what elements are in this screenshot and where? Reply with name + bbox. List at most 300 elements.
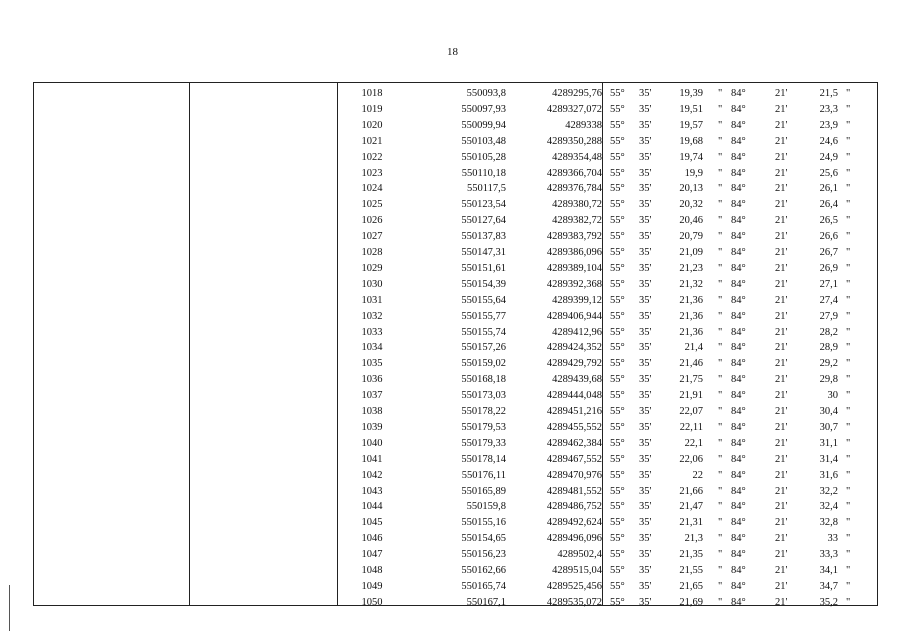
longitude-seconds: 31,1	[819, 437, 838, 449]
longitude-minutes: 21'	[775, 549, 788, 561]
longitude-degrees: 84°	[731, 199, 746, 211]
latitude-seconds-mark: "	[718, 167, 723, 179]
point-number: 1021	[361, 135, 383, 147]
point-number: 1047	[361, 549, 383, 561]
latitude-seconds: 21,65	[679, 580, 703, 592]
latitude-degrees: 55°	[610, 533, 625, 545]
y-coordinate: 4289462,384	[546, 437, 602, 449]
longitude-seconds-mark: "	[846, 596, 851, 608]
x-coordinate: 550159,8	[466, 501, 506, 513]
longitude-minutes: 21'	[775, 437, 788, 449]
x-coordinate: 550105,28	[461, 151, 506, 163]
y-coordinate: 4289470,976	[546, 469, 602, 481]
point-number: 1027	[361, 231, 383, 243]
x-coordinate: 550159,02	[461, 358, 506, 370]
longitude-degrees: 84°	[731, 151, 746, 163]
longitude-minutes: 21'	[775, 310, 788, 322]
longitude-minutes: 21'	[775, 294, 788, 306]
x-coordinate: 550110,18	[461, 167, 506, 179]
y-coordinate: 4289412,96	[552, 326, 602, 338]
latitude-seconds: 19,57	[679, 119, 703, 131]
longitude-degrees: 84°	[731, 517, 746, 529]
x-coordinate: 550167,1	[466, 596, 506, 608]
latitude-degrees: 55°	[610, 103, 625, 115]
latitude-seconds: 22,07	[679, 406, 703, 417]
table-row	[34, 325, 877, 341]
latitude-minutes: 35'	[639, 469, 652, 481]
latitude-minutes: 35'	[639, 215, 652, 227]
y-coordinate: 4289389,104	[546, 262, 602, 274]
longitude-degrees: 84°	[731, 533, 746, 545]
y-coordinate: 4289382,72	[552, 215, 602, 227]
latitude-seconds-mark: "	[718, 199, 723, 211]
longitude-seconds-mark: "	[846, 326, 851, 338]
longitude-minutes: 21'	[775, 406, 788, 417]
latitude-minutes: 35'	[639, 580, 652, 592]
latitude-degrees: 55°	[610, 437, 625, 449]
longitude-degrees: 84°	[731, 326, 746, 338]
longitude-seconds: 32,4	[819, 501, 838, 513]
latitude-minutes: 35'	[639, 596, 652, 608]
longitude-seconds-mark: "	[846, 580, 851, 592]
longitude-degrees: 84°	[731, 167, 746, 179]
table-row	[34, 150, 877, 166]
latitude-seconds-mark: "	[718, 342, 723, 354]
latitude-degrees: 55°	[610, 390, 625, 402]
latitude-seconds: 19,39	[679, 88, 703, 99]
longitude-degrees: 84°	[731, 501, 746, 513]
longitude-seconds: 26,9	[819, 262, 838, 274]
latitude-degrees: 55°	[610, 247, 625, 258]
latitude-minutes: 35'	[639, 374, 652, 386]
y-coordinate: 4289380,72	[552, 199, 602, 211]
longitude-seconds: 33,3	[819, 549, 838, 561]
y-coordinate: 4289376,784	[546, 183, 602, 195]
latitude-minutes: 35'	[639, 485, 652, 497]
point-number: 1023	[361, 167, 383, 179]
table-row	[34, 499, 877, 515]
point-number: 1019	[361, 103, 383, 115]
table-row	[34, 420, 877, 436]
latitude-minutes: 35'	[639, 199, 652, 211]
latitude-seconds-mark: "	[718, 374, 723, 386]
latitude-seconds-mark: "	[718, 406, 723, 417]
y-coordinate: 4289451,216	[546, 406, 602, 417]
longitude-seconds-mark: "	[846, 533, 851, 545]
x-coordinate: 550168,18	[461, 374, 506, 386]
longitude-seconds-mark: "	[846, 421, 851, 433]
latitude-seconds-mark: "	[718, 390, 723, 402]
longitude-degrees: 84°	[731, 278, 746, 290]
longitude-seconds: 26,7	[819, 247, 838, 258]
table-row	[34, 166, 877, 182]
longitude-minutes: 21'	[775, 421, 788, 433]
y-coordinate: 4289338	[565, 119, 602, 131]
y-coordinate: 4289455,552	[546, 421, 602, 433]
latitude-seconds-mark: "	[718, 358, 723, 370]
latitude-minutes: 35'	[639, 326, 652, 338]
latitude-degrees: 55°	[610, 342, 625, 354]
table-row	[34, 531, 877, 547]
latitude-seconds: 21,66	[679, 485, 703, 497]
table-row	[34, 356, 877, 372]
longitude-minutes: 21'	[775, 183, 788, 195]
latitude-seconds-mark: "	[718, 549, 723, 561]
latitude-seconds-mark: "	[718, 453, 723, 465]
latitude-seconds-mark: "	[718, 215, 723, 227]
latitude-seconds-mark: "	[718, 469, 723, 481]
latitude-minutes: 35'	[639, 533, 652, 545]
longitude-seconds-mark: "	[846, 103, 851, 115]
latitude-degrees: 55°	[610, 310, 625, 322]
point-number: 1048	[361, 565, 383, 576]
longitude-seconds: 32,8	[819, 517, 838, 529]
latitude-minutes: 35'	[639, 183, 652, 195]
x-coordinate: 550165,89	[461, 485, 506, 497]
point-number: 1049	[361, 580, 383, 592]
longitude-minutes: 21'	[775, 517, 788, 529]
longitude-degrees: 84°	[731, 390, 746, 402]
latitude-degrees: 55°	[610, 151, 625, 163]
latitude-seconds: 22,11	[679, 421, 703, 433]
longitude-degrees: 84°	[731, 215, 746, 227]
latitude-degrees: 55°	[610, 596, 625, 608]
table-row	[34, 515, 877, 531]
point-number: 1030	[361, 278, 383, 290]
latitude-seconds-mark: "	[718, 326, 723, 338]
latitude-seconds: 21,32	[679, 278, 703, 290]
table-row	[34, 468, 877, 484]
longitude-seconds: 25,6	[819, 167, 838, 179]
latitude-seconds: 19,68	[679, 135, 703, 147]
longitude-seconds: 32,2	[819, 485, 838, 497]
latitude-degrees: 55°	[610, 453, 625, 465]
latitude-degrees: 55°	[610, 278, 625, 290]
x-coordinate: 550123,54	[461, 199, 506, 211]
longitude-seconds: 28,9	[819, 342, 838, 354]
longitude-degrees: 84°	[731, 119, 746, 131]
latitude-minutes: 35'	[639, 501, 652, 513]
longitude-seconds-mark: "	[846, 549, 851, 561]
y-coordinate: 4289354,48	[552, 151, 602, 163]
x-coordinate: 550162,66	[461, 565, 506, 576]
latitude-seconds: 19,9	[684, 167, 703, 179]
longitude-seconds: 35,2	[819, 596, 838, 608]
x-coordinate: 550165,74	[461, 580, 506, 592]
y-coordinate: 4289492,624	[546, 517, 602, 529]
longitude-seconds: 26,1	[819, 183, 838, 195]
latitude-seconds: 21,69	[679, 596, 703, 608]
x-coordinate: 550151,61	[461, 262, 506, 274]
latitude-seconds: 21,91	[679, 390, 703, 402]
latitude-seconds-mark: "	[718, 151, 723, 163]
x-coordinate: 550154,65	[461, 533, 506, 545]
point-number: 1040	[361, 437, 383, 449]
latitude-degrees: 55°	[610, 421, 625, 433]
longitude-degrees: 84°	[731, 247, 746, 258]
table-row	[34, 309, 877, 325]
point-number: 1041	[361, 453, 383, 465]
latitude-degrees: 55°	[610, 88, 625, 99]
table-row	[34, 340, 877, 356]
y-coordinate: 4289399,12	[552, 294, 602, 306]
table-row	[34, 102, 877, 118]
x-coordinate: 550179,33	[461, 437, 506, 449]
longitude-seconds-mark: "	[846, 135, 851, 147]
x-coordinate: 550156,23	[461, 549, 506, 561]
longitude-seconds-mark: "	[846, 342, 851, 354]
longitude-seconds-mark: "	[846, 119, 851, 131]
table-row	[34, 181, 877, 197]
table-row	[34, 547, 877, 563]
latitude-minutes: 35'	[639, 151, 652, 163]
longitude-minutes: 21'	[775, 231, 788, 243]
latitude-minutes: 35'	[639, 358, 652, 370]
longitude-degrees: 84°	[731, 421, 746, 433]
point-number: 1032	[361, 310, 383, 322]
longitude-seconds: 23,3	[819, 103, 838, 115]
latitude-seconds: 21,35	[679, 549, 703, 561]
longitude-seconds-mark: "	[846, 469, 851, 481]
latitude-degrees: 55°	[610, 501, 625, 513]
table-row	[34, 277, 877, 293]
latitude-seconds: 21,36	[679, 326, 703, 338]
latitude-seconds: 21,47	[679, 501, 703, 513]
latitude-degrees: 55°	[610, 294, 625, 306]
longitude-seconds: 31,6	[819, 469, 838, 481]
longitude-seconds: 21,5	[819, 88, 838, 99]
x-coordinate: 550178,14	[461, 453, 506, 465]
longitude-degrees: 84°	[731, 485, 746, 497]
longitude-degrees: 84°	[731, 469, 746, 481]
x-coordinate: 550093,8	[466, 88, 506, 99]
latitude-seconds-mark: "	[718, 517, 723, 529]
longitude-seconds: 29,2	[819, 358, 838, 370]
x-coordinate: 550103,48	[461, 135, 506, 147]
latitude-seconds: 22,06	[679, 453, 703, 465]
latitude-seconds-mark: "	[718, 231, 723, 243]
y-coordinate: 4289486,752	[546, 501, 602, 513]
latitude-minutes: 35'	[639, 294, 652, 306]
y-coordinate: 4289424,352	[546, 342, 602, 354]
longitude-seconds: 23,9	[819, 119, 838, 131]
latitude-degrees: 55°	[610, 517, 625, 529]
table-row	[34, 261, 877, 277]
point-number: 1031	[361, 294, 383, 306]
x-coordinate: 550157,26	[461, 342, 506, 354]
latitude-degrees: 55°	[610, 485, 625, 497]
y-coordinate: 4289386,096	[546, 247, 602, 258]
longitude-degrees: 84°	[731, 342, 746, 354]
margin-mark	[9, 585, 10, 631]
latitude-minutes: 35'	[639, 421, 652, 433]
longitude-seconds: 33	[827, 533, 838, 545]
y-coordinate: 4289496,096	[546, 533, 602, 545]
longitude-seconds-mark: "	[846, 262, 851, 274]
longitude-seconds-mark: "	[846, 247, 851, 258]
latitude-degrees: 55°	[610, 374, 625, 386]
longitude-degrees: 84°	[731, 310, 746, 322]
longitude-seconds-mark: "	[846, 485, 851, 497]
point-number: 1022	[361, 151, 383, 163]
longitude-seconds: 34,1	[819, 565, 838, 576]
latitude-seconds: 20,32	[679, 199, 703, 211]
latitude-degrees: 55°	[610, 262, 625, 274]
table-row	[34, 86, 877, 102]
longitude-minutes: 21'	[775, 374, 788, 386]
latitude-seconds: 20,79	[679, 231, 703, 243]
latitude-minutes: 35'	[639, 437, 652, 449]
longitude-minutes: 21'	[775, 167, 788, 179]
y-coordinate: 4289406,944	[546, 310, 602, 322]
longitude-seconds-mark: "	[846, 167, 851, 179]
latitude-minutes: 35'	[639, 310, 652, 322]
x-coordinate: 550127,64	[461, 215, 506, 227]
longitude-degrees: 84°	[731, 406, 746, 417]
point-number: 1039	[361, 421, 383, 433]
table-row	[34, 404, 877, 420]
longitude-seconds: 31,4	[819, 453, 838, 465]
latitude-seconds-mark: "	[718, 135, 723, 147]
latitude-seconds: 21,55	[679, 565, 703, 576]
longitude-degrees: 84°	[731, 549, 746, 561]
latitude-minutes: 35'	[639, 517, 652, 529]
longitude-degrees: 84°	[731, 294, 746, 306]
longitude-seconds: 26,5	[819, 215, 838, 227]
latitude-seconds-mark: "	[718, 533, 723, 545]
longitude-degrees: 84°	[731, 88, 746, 99]
point-number: 1033	[361, 326, 383, 338]
longitude-degrees: 84°	[731, 183, 746, 195]
longitude-minutes: 21'	[775, 119, 788, 131]
longitude-seconds-mark: "	[846, 294, 851, 306]
point-number: 1018	[361, 88, 383, 99]
longitude-minutes: 21'	[775, 469, 788, 481]
point-number: 1037	[361, 390, 383, 402]
point-number: 1036	[361, 374, 383, 386]
x-coordinate: 550155,74	[461, 326, 506, 338]
latitude-minutes: 35'	[639, 119, 652, 131]
latitude-degrees: 55°	[610, 199, 625, 211]
longitude-seconds-mark: "	[846, 231, 851, 243]
longitude-minutes: 21'	[775, 262, 788, 274]
point-number: 1028	[361, 247, 383, 258]
longitude-seconds-mark: "	[846, 358, 851, 370]
table-row	[34, 372, 877, 388]
longitude-seconds: 30,7	[819, 421, 838, 433]
longitude-seconds: 27,4	[819, 294, 838, 306]
point-number: 1024	[361, 183, 383, 195]
point-number: 1038	[361, 406, 383, 417]
latitude-degrees: 55°	[610, 358, 625, 370]
point-number: 1025	[361, 199, 383, 211]
latitude-seconds-mark: "	[718, 580, 723, 592]
longitude-seconds: 26,4	[819, 199, 838, 211]
latitude-seconds-mark: "	[718, 310, 723, 322]
latitude-degrees: 55°	[610, 215, 625, 227]
latitude-degrees: 55°	[610, 326, 625, 338]
latitude-minutes: 35'	[639, 406, 652, 417]
latitude-seconds: 22	[692, 469, 703, 481]
latitude-seconds-mark: "	[718, 183, 723, 195]
table-row	[34, 388, 877, 404]
latitude-seconds-mark: "	[718, 294, 723, 306]
longitude-seconds-mark: "	[846, 151, 851, 163]
latitude-degrees: 55°	[610, 580, 625, 592]
latitude-degrees: 55°	[610, 167, 625, 179]
longitude-seconds: 26,6	[819, 231, 838, 243]
x-coordinate: 550179,53	[461, 421, 506, 433]
table-row	[34, 563, 877, 579]
longitude-seconds-mark: "	[846, 565, 851, 576]
y-coordinate: 4289295,76	[552, 88, 602, 99]
longitude-minutes: 21'	[775, 501, 788, 513]
latitude-seconds: 19,51	[679, 103, 703, 115]
longitude-seconds-mark: "	[846, 88, 851, 99]
latitude-seconds: 21,36	[679, 294, 703, 306]
point-number: 1020	[361, 119, 383, 131]
latitude-degrees: 55°	[610, 183, 625, 195]
latitude-degrees: 55°	[610, 565, 625, 576]
point-number: 1043	[361, 485, 383, 497]
y-coordinate: 4289392,368	[546, 278, 602, 290]
latitude-seconds: 21,23	[679, 262, 703, 274]
longitude-seconds-mark: "	[846, 453, 851, 465]
longitude-minutes: 21'	[775, 199, 788, 211]
latitude-seconds: 22,1	[684, 437, 703, 449]
coordinates-table	[33, 82, 878, 606]
y-coordinate: 4289525,456	[546, 580, 602, 592]
x-coordinate: 550097,93	[461, 103, 506, 115]
latitude-seconds-mark: "	[718, 88, 723, 99]
longitude-degrees: 84°	[731, 231, 746, 243]
latitude-seconds: 21,31	[679, 517, 703, 529]
longitude-minutes: 21'	[775, 103, 788, 115]
point-number: 1045	[361, 517, 383, 529]
longitude-minutes: 21'	[775, 135, 788, 147]
x-coordinate: 550137,83	[461, 231, 506, 243]
latitude-seconds: 21,75	[679, 374, 703, 386]
longitude-seconds-mark: "	[846, 199, 851, 211]
longitude-degrees: 84°	[731, 596, 746, 608]
latitude-degrees: 55°	[610, 549, 625, 561]
point-number: 1034	[361, 342, 383, 354]
x-coordinate: 550155,64	[461, 294, 506, 306]
x-coordinate: 550147,31	[461, 247, 506, 258]
latitude-seconds-mark: "	[718, 103, 723, 115]
x-coordinate: 550099,94	[461, 119, 506, 131]
table-row	[34, 229, 877, 245]
latitude-degrees: 55°	[610, 406, 625, 417]
longitude-seconds: 29,8	[819, 374, 838, 386]
page-number: 18	[447, 46, 458, 58]
latitude-minutes: 35'	[639, 262, 652, 274]
y-coordinate: 4289467,552	[546, 453, 602, 465]
longitude-degrees: 84°	[731, 135, 746, 147]
longitude-minutes: 21'	[775, 326, 788, 338]
latitude-degrees: 55°	[610, 135, 625, 147]
y-coordinate: 4289535,072	[546, 596, 602, 608]
longitude-degrees: 84°	[731, 453, 746, 465]
latitude-seconds: 21,46	[679, 358, 703, 370]
longitude-seconds: 30	[827, 390, 838, 402]
longitude-degrees: 84°	[731, 437, 746, 449]
latitude-minutes: 35'	[639, 88, 652, 99]
point-number: 1029	[361, 262, 383, 274]
longitude-minutes: 21'	[775, 533, 788, 545]
longitude-seconds-mark: "	[846, 183, 851, 195]
longitude-seconds: 30,4	[819, 406, 838, 417]
